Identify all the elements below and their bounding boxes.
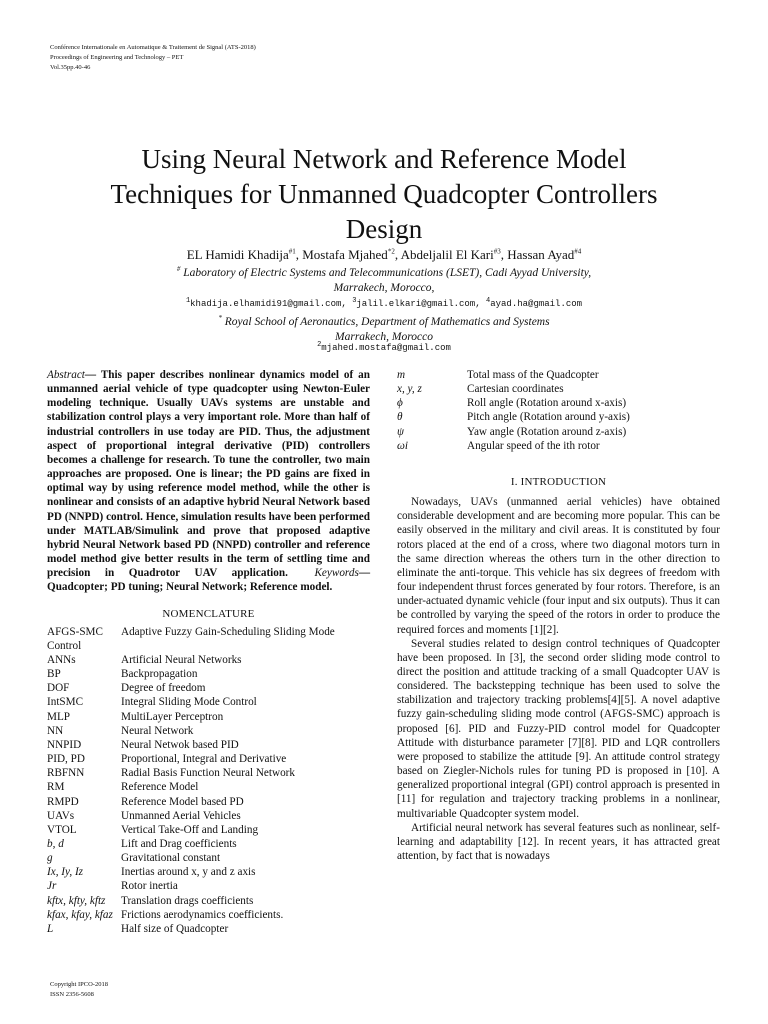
proceedings-name: Proceedings of Engineering and Technology – PET xyxy=(50,54,184,61)
title-line-3: Design xyxy=(345,214,423,244)
nomenclature-definition: Lift and Drag coefficients xyxy=(121,838,237,850)
nomenclature-definition: Frictions aerodynamics coefficients. xyxy=(121,908,284,921)
issn-text: ISSN 2356-5608 xyxy=(50,991,94,998)
keywords-text: — Quadcopter; PD tuning; Neural Network; Reference model. xyxy=(47,567,370,594)
intro-paragraph-3: Artificial neural network has several features such as nonlinear, self-learning and adaptability [12]. In recent years, it has attracted great attention, by fact that is nowadays xyxy=(397,821,720,862)
symbol: ψ xyxy=(397,425,404,438)
author-emails xyxy=(0,299,768,309)
nomenclature-abbr: NNPID xyxy=(47,738,82,751)
nomenclature-definition: Reference Model based PD xyxy=(121,795,244,808)
nomenclature-row xyxy=(47,823,370,837)
affiliation-marker: # xyxy=(176,265,181,274)
conference-header xyxy=(50,43,256,73)
nomenclature-list xyxy=(47,625,370,936)
nomenclature-row xyxy=(47,766,370,780)
symbol-row xyxy=(397,396,720,410)
symbol-definition: Yaw angle (Rotation around z-axis) xyxy=(467,425,627,438)
volume-pages: Vol.35pp.40-46 xyxy=(50,64,91,71)
abstract-label: Abstract xyxy=(47,369,85,381)
email-mjahed: mjahed.mostafa@gmail.com xyxy=(321,343,451,353)
nomenclature-row xyxy=(47,908,370,922)
nomenclature-abbr: BP xyxy=(47,668,61,681)
symbol-row xyxy=(397,410,720,424)
copyright-text: Copyright IPCO-2018 xyxy=(50,981,108,988)
nomenclature-definition: MultiLayer Perceptron xyxy=(121,710,224,723)
symbol: x, y, z xyxy=(397,383,422,396)
affiliation-2-line-2: Marrakech, Morocco xyxy=(335,331,433,343)
symbol: ϕ xyxy=(397,397,403,410)
affiliation-1-line-2: Marrakech, Morocco, xyxy=(333,282,435,294)
nomenclature-definition: Inertias around x, y and z axis xyxy=(121,866,256,879)
nomenclature-row xyxy=(47,724,370,738)
nomenclature-row xyxy=(47,879,370,893)
nomenclature-abbr: RBFNN xyxy=(47,767,85,780)
nomenclature-row xyxy=(47,894,370,908)
author-name: EL Hamidi Khadija xyxy=(186,247,289,262)
nomenclature-row xyxy=(47,625,370,653)
email-marker: 2 xyxy=(317,341,322,349)
nomenclature-definition: Reference Model xyxy=(121,781,199,794)
nomenclature-definition: Rotor inertia xyxy=(121,880,178,893)
nomenclature-row xyxy=(47,681,370,695)
symbol: ωi xyxy=(397,439,409,452)
paper-title xyxy=(40,142,728,247)
affiliation-2-line-1 xyxy=(0,315,768,330)
author-name: Hassan Ayad xyxy=(507,247,575,262)
introduction-heading: I. INTRODUCTION xyxy=(510,475,607,488)
nomenclature-heading: NOMENCLATURE xyxy=(162,607,255,620)
nomenclature-abbr: L xyxy=(47,922,54,935)
nomenclature-abbr: ANNs xyxy=(47,653,76,666)
nomenclature-definition: Unmanned Aerial Vehicles xyxy=(121,809,241,822)
nomenclature-row xyxy=(47,667,370,681)
author-marker: #1 xyxy=(288,247,296,256)
nomenclature-definition: Gravitational constant xyxy=(121,852,221,865)
author-marker: #3 xyxy=(493,247,501,256)
nomenclature-row xyxy=(47,809,370,823)
symbol-definition: Cartesian coordinates xyxy=(467,383,564,396)
nomenclature-abbr: RMPD xyxy=(47,795,79,808)
nomenclature-definition: Vertical Take-Off and Landing xyxy=(121,823,259,836)
nomenclature-abbr: RM xyxy=(47,781,65,794)
symbol-definition: Roll angle (Rotation around x-axis) xyxy=(467,397,627,410)
right-column xyxy=(397,368,720,863)
symbol-row xyxy=(397,382,720,396)
author-marker: #4 xyxy=(574,247,582,256)
nomenclature-definition: Translation drags coefficients xyxy=(121,894,254,907)
abstract xyxy=(47,368,370,595)
nomenclature-abbr: IntSMC xyxy=(47,696,84,709)
nomenclature-definition: Neural Netwok based PID xyxy=(121,738,239,751)
email-marker: 3 xyxy=(352,297,357,305)
nomenclature-row xyxy=(47,653,370,667)
email-ayad: ayad.ha@gmail.com xyxy=(490,299,583,309)
nomenclature-abbr: PID, PD xyxy=(47,753,85,766)
affiliation-text: Royal School of Aeronautics, Department of Mathematics and Systems xyxy=(224,316,550,328)
symbol: θ xyxy=(397,411,403,424)
author-marker: *2 xyxy=(387,247,395,256)
nomenclature-abbr: g xyxy=(47,852,53,865)
keywords-label: Keywords xyxy=(314,567,359,580)
nomenclature-definition: Artificial Neural Networks xyxy=(121,653,242,666)
nomenclature-abbr: b, d xyxy=(47,838,64,850)
nomenclature-definition: Half size of Quadcopter xyxy=(121,922,229,935)
nomenclature-definition: Neural Network xyxy=(121,724,194,737)
email-marker: 4 xyxy=(486,297,491,305)
intro-paragraph-1: Nowadays, UAVs (unmanned aerial vehicles) have obtained considerable development and are becoming more popular. This can be easily observed in the military and civil areas. It is constituted by four rotors placed at the end of a cross, where two diagonal motors turn in the same direction whereas the others turn in the other direction to eliminate the anti-torque. This vehicle has six degrees of freedom with four independent thrust forces generated by four rotors. Therefore, is an under-actuated dynamic vehicle (four input and six outputs). Thus it can be controlled by varying the speed of the rotors in order to produce the required forces and moments [1][2]. xyxy=(397,496,720,636)
affiliation-marker: * xyxy=(218,314,222,323)
author-name: Mostafa Mjahed xyxy=(302,247,388,262)
nomenclature-definition: Backpropagation xyxy=(121,668,198,681)
nomenclature-row xyxy=(47,710,370,724)
nomenclature-abbr: UAVs xyxy=(47,809,75,822)
nomenclature-definition: Adaptive Fuzzy Gain-Scheduling Sliding Mode Control xyxy=(47,625,335,652)
nomenclature-row xyxy=(47,922,370,936)
nomenclature-row xyxy=(47,837,370,851)
symbol-definition: Angular speed of the ith rotor xyxy=(467,439,600,452)
nomenclature-definition: Proportional, Integral and Derivative xyxy=(121,753,287,766)
left-column xyxy=(47,368,370,936)
nomenclature-row xyxy=(47,695,370,709)
abstract-text: — This paper describes nonlinear dynamics model of an unmanned aerial vehicle of type quadcopter using Newton-Euler modeling technique. Usually UAVs systems are unstable and stabilization control plays a very important role. More than half of industrial controllers in use today are PID. Thus, the adjustment aspect of proportional integral derivative (PID) controllers becomes a challenge for research. To tune the controller, two main approaches are proposed. One is linear; the PD gains are fixed in optimal way by using reference model method, while the other is nonlinear and consists of an adaptive hybrid Neural Network based PD (NNPD) control. Hence, simulation results have been performed under MATLAB/Simulink and prove that proposed adaptive hybrid Neural Network based PD (NNPD) controller and reference model method give better results in the term of settling time and precision in Quadrotor UAV application. xyxy=(47,369,370,580)
intro-paragraph-2: Several studies related to design control techniques of Quadcopter have been proposed. In [3], the second order sliding mode control to direct the position and attitude tracking of a small Quadcopter UAV is considered. The backstepping technique has been used to solve the stabilization and trajectory tracking problems[4][5]. A novel adaptive fuzzy gain-scheduling sliding mode control (AFGS-SMC) approach is proposed [6]. PID and Fuzzy-PID control model for Quadcopter Attitude with disturbance parameter [7][8]. PID and LQR controllers were proposed to stabilize the attitude [9]. An attitude control strategy based on Ziegler-Nichols rules for tuning PD is proposed in [10]. A generalized proportional integral (GPI) control approach is presented in [11] for regulation and trajectory tracking problems in a nonlinear, multivariable Quadcopter system model. xyxy=(397,637,720,820)
nomenclature-row xyxy=(47,780,370,794)
nomenclature-abbr: NN xyxy=(47,724,64,737)
footer xyxy=(50,980,108,1000)
email-marker: 1 xyxy=(185,297,191,305)
symbol-row xyxy=(397,425,720,439)
nomenclature-abbr: Ix, Iy, Iz xyxy=(47,866,84,879)
nomenclature-row xyxy=(47,752,370,766)
conference-name: Conférence Internationale en Automatique & Traitement de Signal (ATS-2018) xyxy=(50,44,256,51)
nomenclature-definition: Degree of freedom xyxy=(121,682,206,695)
nomenclature-row xyxy=(47,738,370,752)
nomenclature-abbr: Jr xyxy=(47,880,57,893)
nomenclature-abbr: DOF xyxy=(47,682,70,695)
author-email-2 xyxy=(0,343,768,353)
nomenclature-definition: Integral Sliding Mode Control xyxy=(121,696,257,709)
email-khadija: khadija.elhamidi91@gmail.com, xyxy=(190,299,347,309)
title-line-2: Techniques for Unmanned Quadcopter Controllers xyxy=(110,179,658,209)
affiliation-text: Laboratory of Electric Systems and Telecommunications (LSET), Cadi Ayyad University, xyxy=(183,267,592,279)
email-jalil: jalil.elkari@gmail.com, xyxy=(356,299,481,309)
author-name: Abdeljalil El Kari xyxy=(400,247,494,262)
symbol: m xyxy=(397,369,406,381)
symbol-list xyxy=(397,368,720,453)
title-line-1: Using Neural Network and Reference Model xyxy=(141,144,627,174)
nomenclature-abbr: AFGS-SMC xyxy=(47,625,103,638)
nomenclature-abbr: kftx, kfty, kftz xyxy=(47,894,106,907)
author-list: EL Hamidi Khadija$^{\#1}$, Mostafa Mjahed$^{*2}$, Abdeljalil El Kari$^{\#3}$, Hassan Ayad$^{\#4}$ xyxy=(186,247,582,262)
symbol-definition: Total mass of the Quadcopter xyxy=(467,369,599,381)
symbol-definition: Pitch angle (Rotation around y-axis) xyxy=(467,411,630,424)
symbol-row xyxy=(397,368,720,382)
nomenclature-abbr: VTOL xyxy=(47,823,77,836)
nomenclature-row xyxy=(47,851,370,865)
nomenclature-row xyxy=(47,865,370,879)
nomenclature-definition: Radial Basis Function Neural Network xyxy=(121,767,295,780)
nomenclature-abbr: kfax, kfay, kfaz xyxy=(47,908,113,921)
symbol-row xyxy=(397,439,720,453)
affiliation-1-line-1 xyxy=(0,266,768,281)
nomenclature-abbr: MLP xyxy=(47,710,71,723)
nomenclature-row xyxy=(47,795,370,809)
